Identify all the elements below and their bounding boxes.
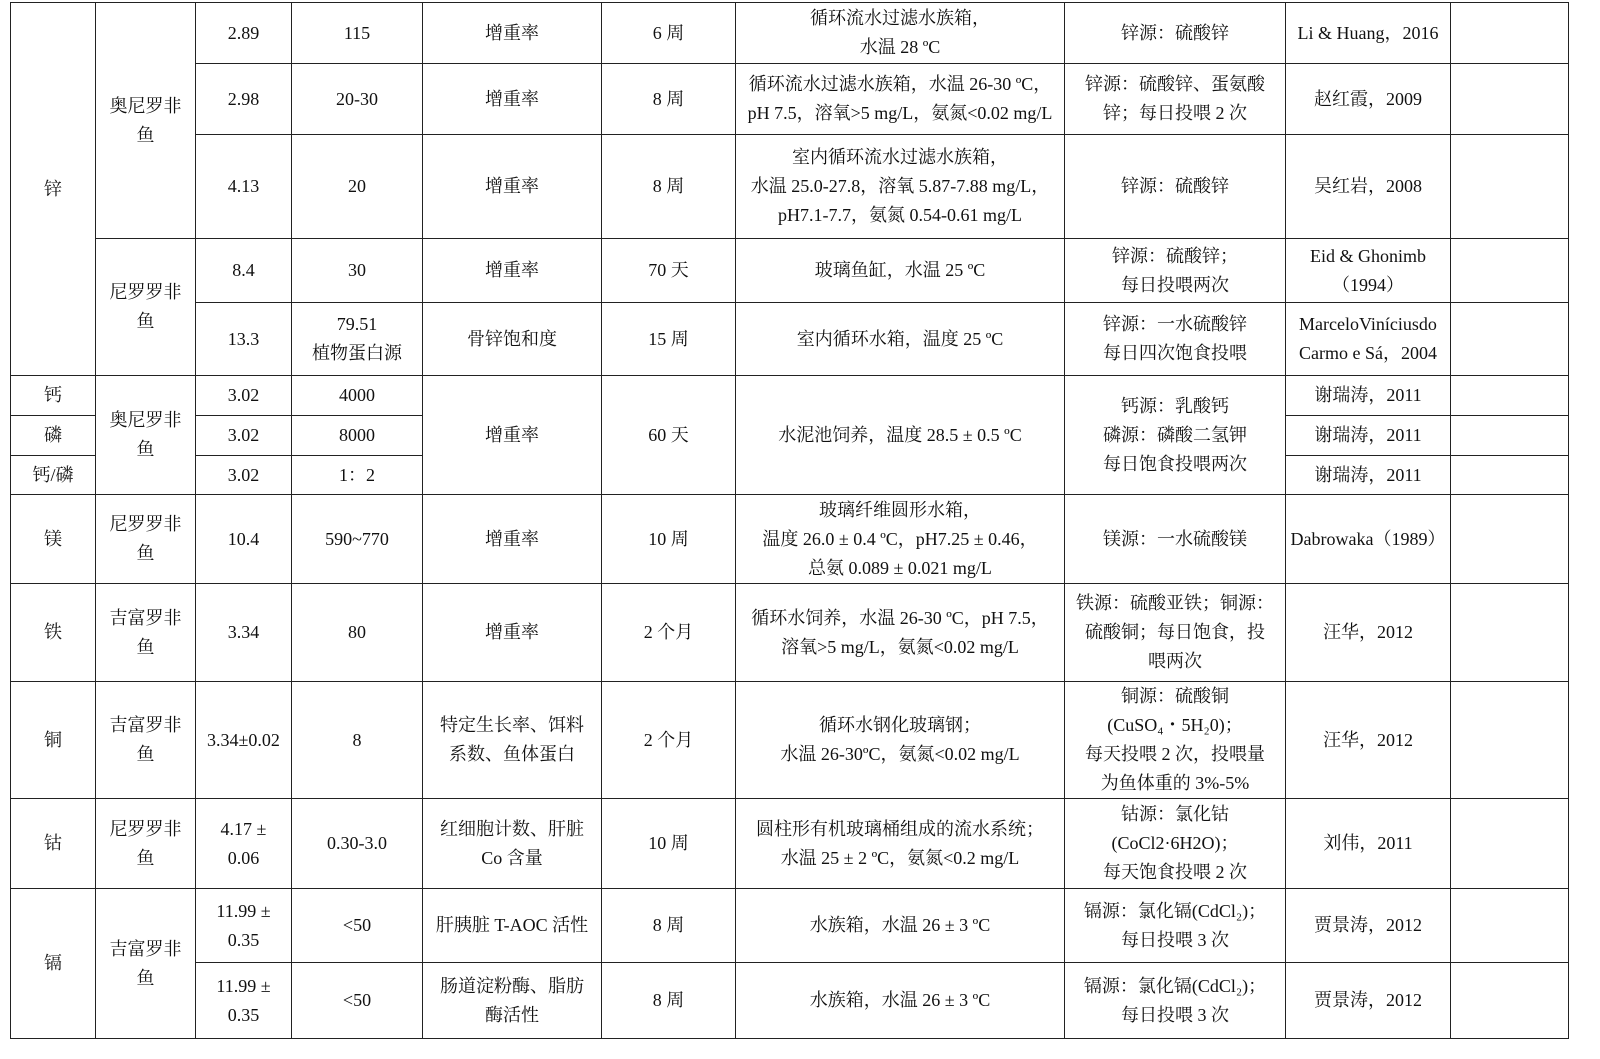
- cell-text: 酶活性: [485, 1004, 539, 1025]
- cell-text: 肝胰脏 T-AOC 活性: [435, 915, 589, 935]
- cell-text: 15 周: [648, 328, 689, 349]
- cell-source: [1065, 584, 1286, 682]
- cell-text: 鱼: [136, 636, 155, 657]
- cell-text: <50: [342, 915, 372, 935]
- cell-weight: [196, 64, 292, 135]
- cell-weight: [196, 376, 292, 416]
- cell-weight: [196, 135, 292, 239]
- cell-text: 贾景涛，2012: [1314, 990, 1422, 1010]
- cell-text: 水温 25.0-27.8，溶氧 5.87-7.88 mg/L，: [750, 176, 1050, 196]
- cell-source: [1065, 239, 1286, 303]
- cell-remark: [1451, 889, 1569, 963]
- cell-text: 0.35: [227, 1004, 260, 1025]
- cell-weight: [196, 963, 292, 1039]
- cell-text: 特定生长率、饵料: [440, 715, 584, 735]
- table-row: [11, 376, 1569, 416]
- cell-text: 铁: [44, 622, 62, 642]
- cell-text: 铜源：硫酸铜: [1121, 686, 1229, 706]
- cell-duration: [602, 239, 736, 303]
- cell-remark: [1451, 456, 1569, 495]
- cell-text: 鱼: [136, 967, 155, 988]
- cell-remark: [1451, 799, 1569, 889]
- cell-text: 70 天: [648, 260, 689, 280]
- cell-source: [1065, 963, 1286, 1039]
- cell-element: [11, 456, 96, 495]
- cell-conditions: [736, 3, 1065, 64]
- table-row: [11, 3, 1569, 64]
- cell-text: 锌源：硫酸锌: [1121, 22, 1229, 43]
- cell-text: 0.06: [227, 847, 260, 868]
- cell-text: 水泥池饲养，温度 28.5 ± 0.5 ºC: [778, 424, 1022, 445]
- cell-text: 0.35: [227, 929, 260, 950]
- cell-duration: [602, 64, 736, 135]
- cell-text: 硫酸铜；每日饱食，投: [1085, 622, 1265, 642]
- data-table: [10, 2, 1569, 1039]
- cell-indicator: [423, 889, 602, 963]
- cell-weight: [196, 682, 292, 799]
- cell-indicator: [423, 495, 602, 584]
- cell-reference: [1286, 963, 1451, 1039]
- cell-remark: [1451, 303, 1569, 376]
- cell-source: [1065, 682, 1286, 799]
- cell-text: 增重率: [485, 176, 539, 196]
- cell-text: 系数、鱼体蛋白: [449, 744, 575, 764]
- cell-text: 增重率: [485, 22, 539, 43]
- cell-text: 铁源：硫酸亚铁；铜源：: [1076, 593, 1274, 613]
- cell-species: [96, 495, 196, 584]
- cell-text: 刘伟，2011: [1323, 833, 1413, 853]
- cell-text: 6 周: [652, 22, 685, 43]
- cell-conditions: [736, 495, 1065, 584]
- cell-text: 4.13: [227, 176, 260, 196]
- cell-dose: [292, 416, 423, 456]
- cell-dose: [292, 456, 423, 495]
- cell-indicator: [423, 376, 602, 495]
- cell-text: 圆柱形有机玻璃桶组成的流水系统；: [756, 818, 1044, 839]
- cell-duration: [602, 376, 736, 495]
- cell-dose: [292, 584, 423, 682]
- cell-text: 1：2: [339, 464, 375, 485]
- cell-text: 尼罗罗非: [109, 282, 182, 302]
- cell-dose: [292, 889, 423, 963]
- cell-text: 115: [343, 22, 371, 43]
- cell-text: Carmo e Sá，2004: [1299, 343, 1437, 363]
- cell-text: 钙源：乳酸钙: [1121, 395, 1229, 416]
- cell-remark: [1451, 135, 1569, 239]
- cell-source: [1065, 135, 1286, 239]
- cell-text: 鱼: [136, 311, 155, 331]
- cell-text: 镁源：一水硫酸镁: [1103, 528, 1247, 549]
- cell-text: 4.17 ±: [220, 818, 267, 839]
- cell-text: 谢瑞涛，2011: [1314, 425, 1422, 445]
- cell-weight: [196, 889, 292, 963]
- cell-remark: [1451, 376, 1569, 416]
- cell-text: (CuSO₄・5H₂0)；: [1107, 715, 1243, 735]
- cell-text: 循环流水过滤水族箱，水温 26-30 ºC，: [748, 74, 1052, 94]
- cell-reference: [1286, 239, 1451, 303]
- cell-dose: [292, 3, 423, 64]
- cell-text: 镁: [44, 528, 62, 549]
- cell-reference: [1286, 416, 1451, 456]
- cell-text: 3.34±0.02: [207, 729, 280, 750]
- cell-text: 循环流水过滤水族箱，: [810, 8, 990, 28]
- cell-duration: [602, 303, 736, 376]
- cell-remark: [1451, 963, 1569, 1039]
- cell-source: [1065, 889, 1286, 963]
- cell-text: 贾景涛，2012: [1314, 915, 1422, 935]
- cell-weight: [196, 416, 292, 456]
- cell-element: [11, 584, 96, 682]
- cell-indicator: [423, 135, 602, 239]
- cell-remark: [1451, 495, 1569, 584]
- cell-remark: [1451, 416, 1569, 456]
- cell-text: 鱼: [136, 124, 155, 145]
- cell-text: 4000: [339, 385, 375, 405]
- cell-text: 吉富罗非: [109, 607, 182, 628]
- cell-text: 2 个月: [643, 622, 694, 642]
- cell-text: 增重率: [485, 260, 539, 280]
- cell-text: 水温 25 ± 2 ºC，氨氮<0.2 mg/L: [780, 847, 1020, 868]
- table-row: [11, 135, 1569, 239]
- cell-text: 2 个月: [643, 729, 694, 750]
- cell-conditions: [736, 584, 1065, 682]
- cell-conditions: [736, 239, 1065, 303]
- cell-text: 11.99 ±: [216, 975, 271, 996]
- cell-text: 室内循环水箱，温度 25 ºC: [796, 328, 1004, 349]
- cell-text: 玻璃鱼缸，水温 25 ºC: [814, 260, 986, 280]
- cell-text: 每日饱食投喂两次: [1103, 453, 1247, 474]
- cell-indicator: [423, 963, 602, 1039]
- cell-element: [11, 682, 96, 799]
- cell-text: 水温 26-30ºC，氨氮<0.02 mg/L: [780, 744, 1020, 764]
- cell-dose: [292, 799, 423, 889]
- cell-weight: [196, 303, 292, 376]
- cell-text: 谢瑞涛，2011: [1314, 385, 1422, 405]
- cell-text: 60 天: [648, 424, 689, 445]
- cell-text: 20-30: [336, 88, 378, 109]
- cell-text: 镉源：氯化镉(CdCl₂)；: [1083, 975, 1267, 996]
- cell-text: 锌源：硫酸锌: [1121, 176, 1229, 196]
- cell-text: 10 周: [648, 833, 689, 853]
- cell-weight: [196, 456, 292, 495]
- cell-species: [96, 376, 196, 495]
- cell-text: 8 周: [652, 176, 685, 196]
- cell-dose: [292, 239, 423, 303]
- cell-text: 喂两次: [1148, 651, 1202, 671]
- cell-text: 总氨 0.089 ± 0.021 mg/L: [808, 557, 992, 578]
- cell-text: 吉富罗非: [109, 938, 182, 959]
- cell-indicator: [423, 64, 602, 135]
- cell-element: [11, 495, 96, 584]
- cell-source: [1065, 64, 1286, 135]
- table-row: [11, 682, 1569, 799]
- cell-text: 钙: [44, 385, 62, 405]
- cell-text: 8 周: [652, 915, 685, 935]
- cell-conditions: [736, 135, 1065, 239]
- cell-text: 室内循环流水过滤水族箱，: [792, 147, 1008, 167]
- cell-species: [96, 584, 196, 682]
- cell-text: 20: [348, 176, 366, 196]
- cell-text: 奥尼罗非: [109, 95, 182, 116]
- cell-indicator: [423, 303, 602, 376]
- cell-remark: [1451, 3, 1569, 64]
- cell-duration: [602, 3, 736, 64]
- cell-text: <50: [342, 990, 372, 1010]
- cell-reference: [1286, 889, 1451, 963]
- cell-text: 锌源：一水硫酸锌: [1103, 314, 1247, 334]
- cell-text: 鱼: [136, 847, 155, 868]
- cell-text: 磷源：磷酸二氢钾: [1103, 424, 1247, 445]
- cell-weight: [196, 3, 292, 64]
- cell-text: 30: [348, 260, 366, 280]
- cell-text: 鱼: [136, 543, 155, 563]
- cell-dose: [292, 495, 423, 584]
- cell-text: 11.99 ±: [216, 900, 271, 921]
- cell-indicator: [423, 584, 602, 682]
- cell-text: 8000: [339, 425, 375, 445]
- cell-text: 80: [348, 622, 366, 642]
- cell-text: 锌源：硫酸锌、蛋氨酸: [1085, 74, 1265, 94]
- cell-text: 增重率: [485, 88, 539, 109]
- cell-duration: [602, 799, 736, 889]
- cell-text: 8.4: [232, 260, 255, 280]
- table-row: [11, 64, 1569, 135]
- cell-text: 8 周: [652, 990, 685, 1010]
- cell-remark: [1451, 584, 1569, 682]
- cell-species: [96, 3, 196, 239]
- cell-element: [11, 799, 96, 889]
- cell-text: 吉富罗非: [109, 715, 182, 735]
- table-row: [11, 799, 1569, 889]
- cell-text: 每天投喂 2 次，投喂量: [1085, 744, 1265, 764]
- cell-text: 铜: [44, 729, 62, 750]
- cell-species: [96, 239, 196, 376]
- cell-text: 增重率: [485, 622, 539, 642]
- cell-text: Eid & Ghonimb: [1310, 245, 1426, 266]
- cell-text: Co 含量: [481, 847, 543, 868]
- cell-weight: [196, 584, 292, 682]
- cell-text: Li & Huang，2016: [1297, 22, 1439, 43]
- cell-conditions: [736, 303, 1065, 376]
- cell-text: 为鱼体重的 3%-5%: [1100, 773, 1250, 793]
- table-row: [11, 584, 1569, 682]
- cell-text: 10 周: [648, 528, 689, 549]
- cell-source: [1065, 3, 1286, 64]
- cell-text: 3.02: [227, 385, 260, 405]
- cell-species: [96, 889, 196, 1039]
- cell-reference: [1286, 584, 1451, 682]
- table-row: [11, 303, 1569, 376]
- cell-text: 鱼: [136, 439, 155, 459]
- cell-text: 3.34: [227, 622, 260, 642]
- cell-text: 每天饱食投喂 2 次: [1103, 862, 1247, 882]
- cell-dose: [292, 682, 423, 799]
- cell-text: 汪华，2012: [1323, 729, 1413, 750]
- cell-remark: [1451, 239, 1569, 303]
- cell-text: 循环水饲养，水温 26-30 ºC，pH 7.5，: [751, 607, 1049, 628]
- cell-text: 钙/磷: [32, 464, 74, 485]
- cell-text: 3.02: [227, 425, 260, 445]
- cell-text: 水族箱，水温 26 ± 3 ºC: [809, 990, 991, 1010]
- cell-source: [1065, 799, 1286, 889]
- cell-text: 2.98: [227, 88, 260, 109]
- cell-species: [96, 682, 196, 799]
- cell-dose: [292, 135, 423, 239]
- cell-source: [1065, 303, 1286, 376]
- cell-text: 锌；每日投喂 2 次: [1103, 103, 1247, 123]
- cell-text: 玻璃纤维圆形水箱，: [819, 499, 981, 520]
- cell-text: （1994）: [1332, 274, 1404, 295]
- cell-duration: [602, 135, 736, 239]
- cell-text: 增重率: [485, 424, 539, 445]
- cell-element: [11, 3, 96, 376]
- cell-dose: [292, 963, 423, 1039]
- cell-dose: [292, 376, 423, 416]
- cell-text: 13.3: [227, 328, 260, 349]
- cell-text: 8 周: [652, 88, 685, 109]
- cell-text: 增重率: [485, 528, 539, 549]
- cell-text: 赵红霞，2009: [1314, 88, 1422, 109]
- cell-text: 钴: [44, 833, 62, 853]
- cell-element: [11, 416, 96, 456]
- cell-indicator: [423, 239, 602, 303]
- cell-reference: [1286, 376, 1451, 416]
- cell-weight: [196, 495, 292, 584]
- cell-indicator: [423, 3, 602, 64]
- cell-text: 0.30-3.0: [327, 833, 387, 853]
- cell-text: 吴红岩，2008: [1314, 176, 1422, 196]
- cell-text: 红细胞计数、肝脏: [440, 818, 584, 839]
- cell-text: 尼罗罗非: [109, 514, 182, 534]
- cell-dose: [292, 303, 423, 376]
- cell-reference: [1286, 682, 1451, 799]
- cell-text: 尼罗罗非: [109, 818, 182, 839]
- cell-text: 每日投喂 3 次: [1121, 1004, 1229, 1025]
- cell-text: 每日投喂 3 次: [1121, 929, 1229, 950]
- cell-text: 植物蛋白源: [312, 343, 402, 363]
- cell-text: 每日四次饱食投喂: [1103, 343, 1247, 363]
- cell-text: 循环水钢化玻璃钢；: [819, 715, 981, 735]
- cell-source: [1065, 376, 1286, 495]
- cell-reference: [1286, 64, 1451, 135]
- cell-text: 水族箱，水温 26 ± 3 ºC: [809, 915, 991, 935]
- cell-duration: [602, 963, 736, 1039]
- cell-conditions: [736, 799, 1065, 889]
- cell-duration: [602, 682, 736, 799]
- cell-text: 奥尼罗非: [109, 410, 182, 430]
- cell-species: [96, 799, 196, 889]
- cell-indicator: [423, 682, 602, 799]
- cell-duration: [602, 889, 736, 963]
- cell-text: 590~770: [325, 528, 389, 549]
- cell-text: 温度 26.0 ± 0.4 ºC，pH7.25 ± 0.46，: [762, 528, 1038, 549]
- cell-dose: [292, 64, 423, 135]
- cell-duration: [602, 495, 736, 584]
- cell-reference: [1286, 799, 1451, 889]
- cell-text: 10.4: [227, 528, 260, 549]
- cell-reference: [1286, 3, 1451, 64]
- cell-conditions: [736, 376, 1065, 495]
- cell-source: [1065, 495, 1286, 584]
- cell-text: Dabrowaka（1989）: [1290, 528, 1446, 549]
- cell-conditions: [736, 682, 1065, 799]
- cell-text: 谢瑞涛，2011: [1314, 464, 1422, 485]
- cell-text: 镉: [44, 953, 62, 973]
- cell-text: 3.02: [227, 464, 260, 485]
- cell-text: 磷: [44, 425, 62, 445]
- cell-conditions: [736, 889, 1065, 963]
- cell-text: 锌源：硫酸锌；: [1112, 245, 1238, 266]
- table-row: [11, 889, 1569, 963]
- cell-text: 2.89: [227, 22, 260, 43]
- cell-text: 镉源：氯化镉(CdCl₂)；: [1083, 900, 1267, 921]
- cell-duration: [602, 584, 736, 682]
- table-row: [11, 495, 1569, 584]
- cell-indicator: [423, 799, 602, 889]
- table-row: [11, 239, 1569, 303]
- cell-text: 锌: [44, 178, 62, 199]
- cell-weight: [196, 239, 292, 303]
- cell-text: 汪华，2012: [1323, 622, 1413, 642]
- cell-text: 每日投喂两次: [1121, 274, 1229, 295]
- cell-text: 79.51: [336, 314, 378, 334]
- cell-element: [11, 889, 96, 1039]
- cell-text: 钴源：氯化钴: [1121, 804, 1229, 824]
- cell-remark: [1451, 64, 1569, 135]
- cell-text: 骨锌饱和度: [467, 328, 557, 349]
- cell-text: 水温 28 ºC: [859, 37, 941, 57]
- cell-reference: [1286, 303, 1451, 376]
- cell-remark: [1451, 682, 1569, 799]
- cell-text: pH7.1-7.7，氨氮 0.54-0.61 mg/L: [778, 205, 1022, 225]
- cell-text: pH 7.5，溶氧>5 mg/L，氨氮<0.02 mg/L: [747, 103, 1053, 123]
- table-row: [11, 963, 1569, 1039]
- cell-text: 8: [352, 729, 362, 750]
- cell-weight: [196, 799, 292, 889]
- cell-reference: [1286, 456, 1451, 495]
- cell-text: (CoCl2·6H2O)；: [1111, 833, 1239, 853]
- cell-conditions: [736, 64, 1065, 135]
- cell-reference: [1286, 495, 1451, 584]
- cell-text: MarceloViníciusdo: [1299, 314, 1437, 334]
- cell-conditions: [736, 963, 1065, 1039]
- cell-text: 溶氧>5 mg/L，氨氮<0.02 mg/L: [781, 636, 1019, 657]
- cell-text: 鱼: [136, 744, 155, 764]
- cell-reference: [1286, 135, 1451, 239]
- cell-element: [11, 376, 96, 416]
- cell-text: 肠道淀粉酶、脂肪: [440, 975, 584, 996]
